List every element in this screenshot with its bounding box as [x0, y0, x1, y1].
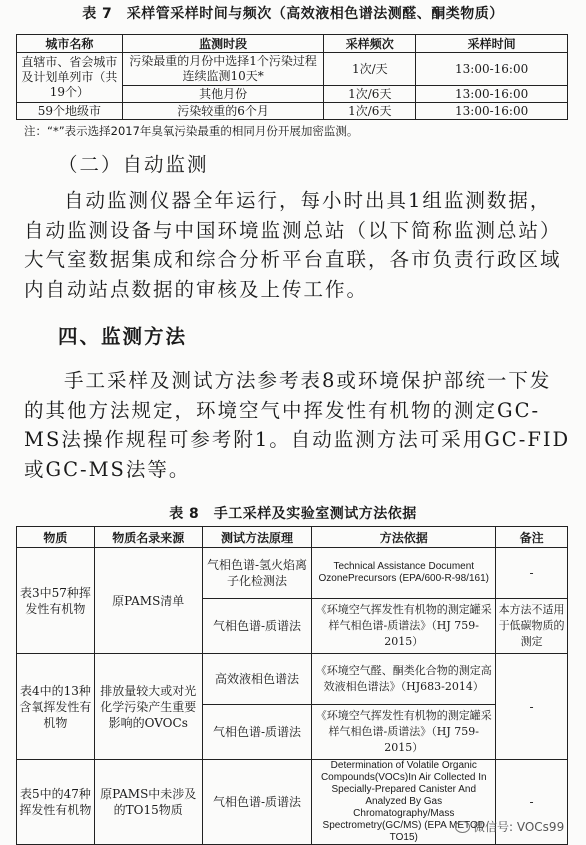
remark-cell: - [496, 548, 568, 599]
table7-header-cell: 城市名称 [17, 35, 123, 53]
substance-cell: 表5中的47种挥发性有机物 [17, 760, 95, 845]
period-cell: 污染最重的月份中选择1个污染过程连续监测10天* [122, 53, 324, 86]
table8-header-cell: 物质 [17, 527, 95, 548]
remark-cell: 本方法不适用于低碳物质的测定 [496, 599, 568, 654]
principle-cell: 气相色谱-质谱法 [202, 705, 312, 760]
source-cell: 原PAMS中未涉及的TO15物质 [94, 760, 202, 845]
body-paragraph: 自动监测仪器全年运行，每小时出具1组监测数据，自动监测设备与中国环境监测总站（以下简称监测总站）大气室数据集成和综合分析平台直联，各市负责行政区域内自动站点数据的审核及上传工作。 [24, 189, 562, 301]
city-cell: 直辖市、省会城市及计划单列市（共19个） [17, 53, 123, 103]
watermark-text: 微信号: VOCs99 [473, 820, 565, 834]
principle-cell: 气相色谱-质谱法 [202, 599, 312, 654]
table-row [17, 548, 568, 599]
principle-cell: 气相色谱-质谱法 [202, 760, 312, 845]
table-row [17, 53, 568, 86]
source-cell: 排放量较大或对光化学污染产生重要影响的OVOCs [94, 654, 202, 760]
time-cell: 13:00-16:00 [416, 103, 568, 120]
period-cell: 其他月份 [122, 86, 324, 103]
basis-cell: 《环境空气醛、酮类化合物的测定高效液相色谱法》（HJ683-2014） [312, 654, 496, 705]
basis-cell: 《环境空气挥发性有机物的测定罐采样气相色谱-质谱法》（HJ 759-2015） [312, 599, 496, 654]
table7-header-cell: 采样频次 [324, 35, 416, 53]
freq-cell: 1次/天 [324, 53, 416, 86]
city-cell: 59个地级市 [17, 103, 123, 120]
body-paragraph: 手工采样及测试方法参考表8或环境保护部统一下发的其他方法规定，环境空气中挥发性有机物的测定GC-MS法操作规程可参考附1。自动监测方法可采用GC-FID或GC-MS法等。 [24, 369, 571, 481]
substance-cell: 表4中的13种含氧挥发性有机物 [17, 654, 95, 760]
table7-caption: 表 7 采样管采样时间与频次（高效液相色谱法测醛、酮类物质） [82, 6, 504, 22]
table8-caption: 表 8 手工采样及实验室测试方法依据 [169, 506, 417, 522]
table-row [17, 654, 568, 705]
principle-cell: 气相色谱-氢火焰离子化检测法 [202, 548, 312, 599]
table-row [17, 103, 568, 120]
substance-cell: 表3中57种挥发性有机物 [17, 548, 95, 654]
table8-header-cell: 备注 [496, 527, 568, 548]
table7-header-cell: 采样时间 [416, 35, 568, 53]
basis-cell: 《环境空气挥发性有机物的测定罐采样气相色谱-质谱法》（HJ 759-2015） [312, 705, 496, 760]
remark-cell: - [496, 760, 568, 845]
table7-note: 注：“*”表示选择2017年臭氧污染最重的相同月份开展加密监测。 [24, 124, 359, 138]
table7 [16, 34, 568, 120]
table8-header-cell: 方法依据 [312, 527, 496, 548]
table8-header-cell: 测试方法原理 [202, 527, 312, 548]
section-heading: （二）自动监测 [58, 153, 209, 176]
remark-cell: - [496, 654, 568, 760]
section-heading: 四、监测方法 [58, 325, 188, 348]
table8-header-cell: 物质名录来源 [94, 527, 202, 548]
wechat-icon [455, 821, 470, 833]
table7-header-cell: 监测时段 [122, 35, 324, 53]
principle-cell: 高效液相色谱法 [202, 654, 312, 705]
table7-header-row [17, 35, 568, 53]
time-cell: 13:00-16:00 [416, 86, 568, 103]
table8 [16, 526, 568, 845]
source-cell: 原PAMS清单 [94, 548, 202, 654]
basis-cell: Technical Assistance Document OzonePrecursors (EPA/600-R-98/161) [312, 548, 496, 599]
watermark [455, 818, 564, 835]
table8-header-row [17, 527, 568, 548]
freq-cell: 1次/6天 [324, 103, 416, 120]
freq-cell: 1次/6天 [324, 86, 416, 103]
time-cell: 13:00-16:00 [416, 53, 568, 86]
period-cell: 污染较重的6个月 [122, 103, 324, 120]
basis-cell: Determination of Volatile Organic Compounds(VOCs)In Air Collected In Specially-Prepared Canister And Analyzed By Gas Chromatography/Mass Spectrometry(GC/MS) (EPA METOD TO15) [312, 760, 496, 845]
